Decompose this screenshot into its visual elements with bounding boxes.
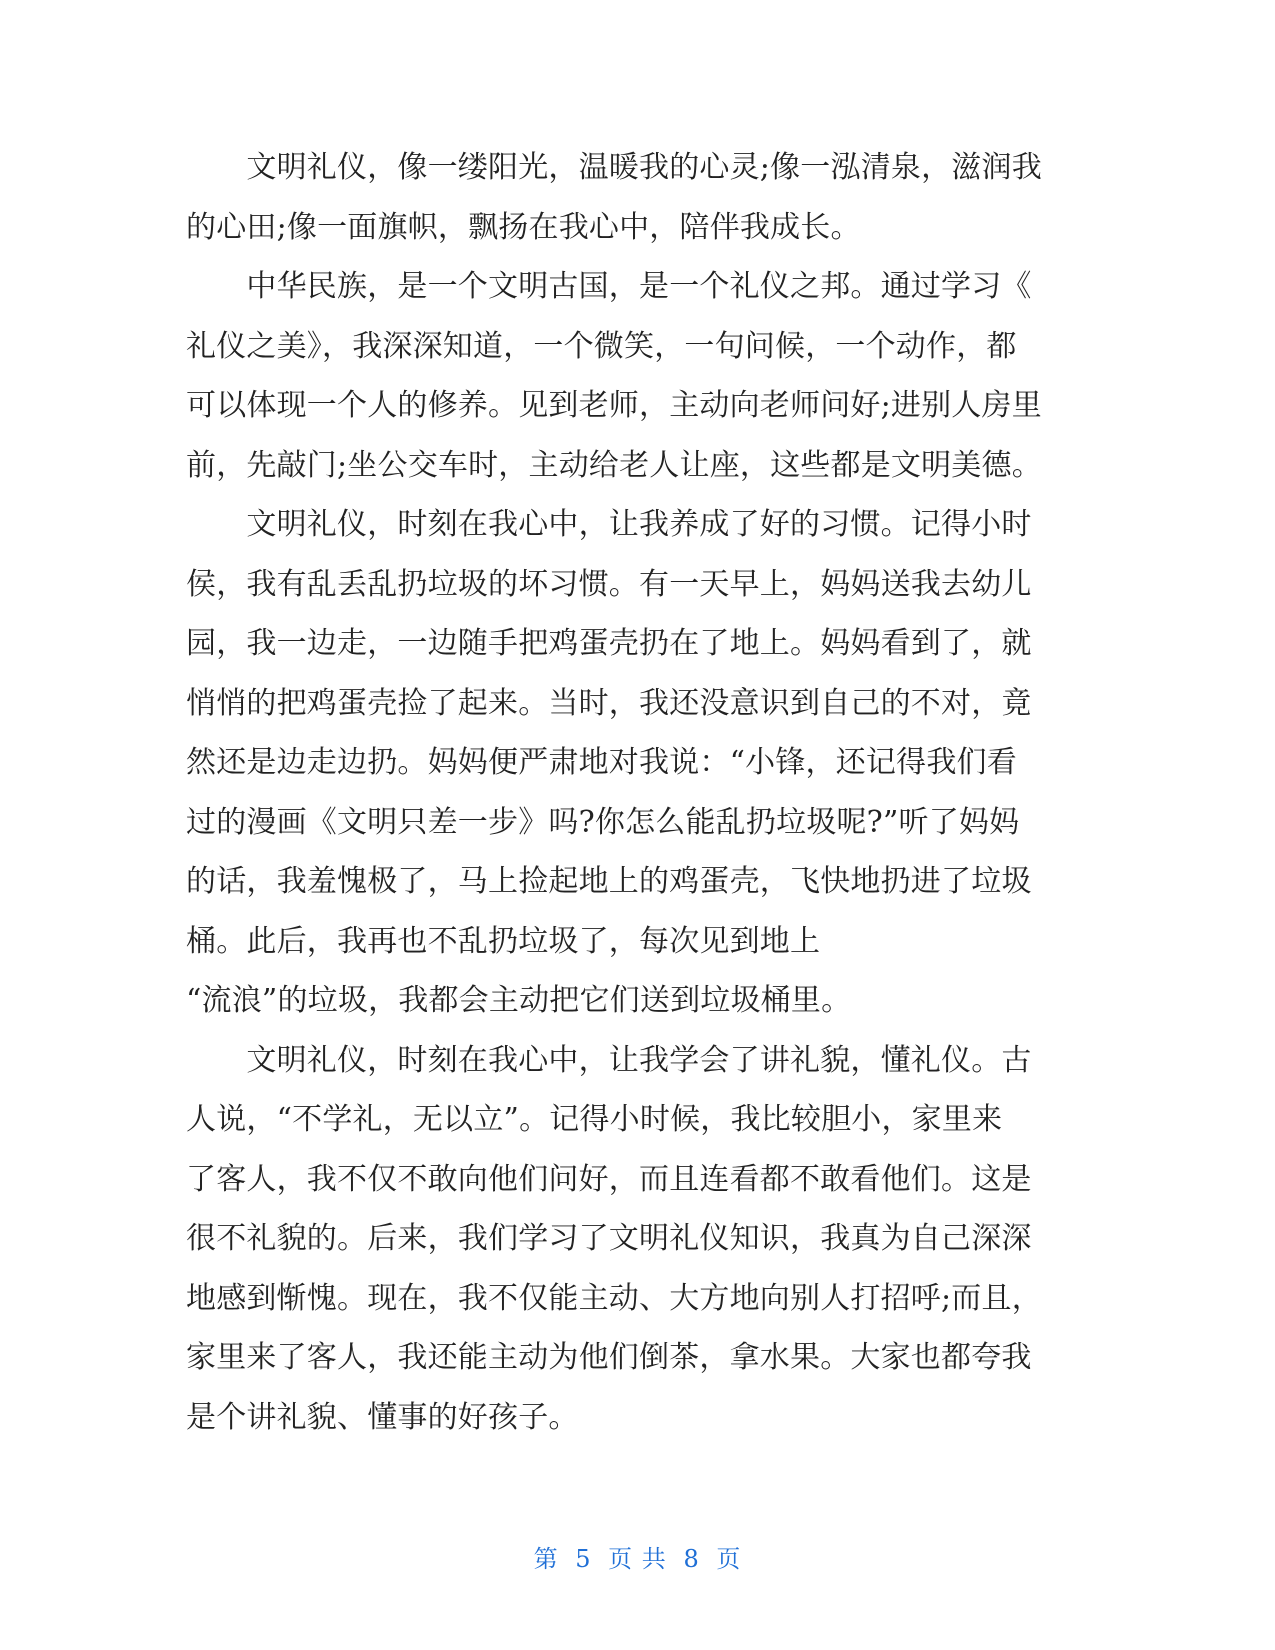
text-line: 文明礼仪，像一缕阳光，温暖我的心灵;像一泓清泉，滋润我 — [186, 150, 1042, 185]
text-line: “流浪”的垃圾，我都会主动把它们送到垃圾桶里。 — [186, 983, 852, 1018]
text-line: 可以体现一个人的修养。见到老师，主动向老师问好;进别人房里 — [186, 388, 1042, 423]
text-line: 地感到惭愧。现在，我不仅能主动、大方地向别人打招呼;而且， — [186, 1280, 1042, 1316]
paragraph-1 — [186, 138, 1066, 257]
text-line: 礼仪之美》，我深深知道，一个微笑，一句问候，一个动作，都 — [186, 328, 1017, 364]
page-number-footer — [0, 1539, 1275, 1574]
text-line: 侯，我有乱丢乱扔垃圾的坏习惯。有一天早上，妈妈送我去幼儿 — [186, 566, 1032, 602]
document-body — [186, 138, 1066, 1447]
text-line: 过的漫画《文明只差一步》吗?你怎么能乱扔垃圾呢?”听了妈妈 — [186, 804, 1020, 840]
current-page-number: 5 — [575, 1545, 592, 1573]
text-line: 文明礼仪，时刻在我心中，让我养成了好的习惯。记得小时 — [186, 507, 1032, 542]
footer-prefix: 第 — [533, 1545, 559, 1573]
text-line: 前，先敲门;坐公交车时，主动给老人让座，这些都是文明美德。 — [186, 447, 1042, 483]
text-line: 文明礼仪，时刻在我心中，让我学会了讲礼貌，懂礼仪。古 — [186, 1042, 1032, 1078]
text-line: 中华民族，是一个文明古国，是一个礼仪之邦。通过学习《 — [186, 269, 1032, 304]
text-line: 的话，我羞愧极了，马上捡起地上的鸡蛋壳，飞快地扔进了垃圾 — [186, 864, 1032, 899]
paragraph-4 — [186, 1031, 1066, 1448]
text-line: 悄悄的把鸡蛋壳捡了起来。当时，我还没意识到自己的不对，竟 — [186, 685, 1032, 721]
text-line: 然还是边走边扔。妈妈便严肃地对我说：“小锋，还记得我们看 — [186, 745, 1017, 780]
text-line: 的心田;像一面旗帜，飘扬在我心中，陪伴我成长。 — [186, 209, 861, 245]
text-line: 了客人，我不仅不敢向他们问好，而且连看都不敢看他们。这是 — [186, 1161, 1032, 1197]
text-line: 人说，“不学礼，无以立”。记得小时候，我比较胆小，家里来 — [186, 1102, 1003, 1137]
text-line: 家里来了客人，我还能主动为他们倒茶，拿水果。大家也都夸我 — [186, 1340, 1032, 1375]
text-line: 桶。此后，我再也不乱扔垃圾了，每次见到地上 — [186, 923, 821, 959]
text-line: 很不礼貌的。后来，我们学习了文明礼仪知识，我真为自己深深 — [186, 1221, 1032, 1256]
total-page-count: 8 — [683, 1545, 700, 1573]
text-line: 是个讲礼貌、懂事的好孩子。 — [186, 1399, 579, 1435]
footer-middle: 页 共 — [608, 1545, 667, 1573]
text-line: 园，我一边走，一边随手把鸡蛋壳扔在了地上。妈妈看到了，就 — [186, 626, 1032, 661]
paragraph-3 — [186, 495, 1066, 1031]
paragraph-2 — [186, 257, 1066, 495]
footer-suffix: 页 — [716, 1545, 742, 1573]
